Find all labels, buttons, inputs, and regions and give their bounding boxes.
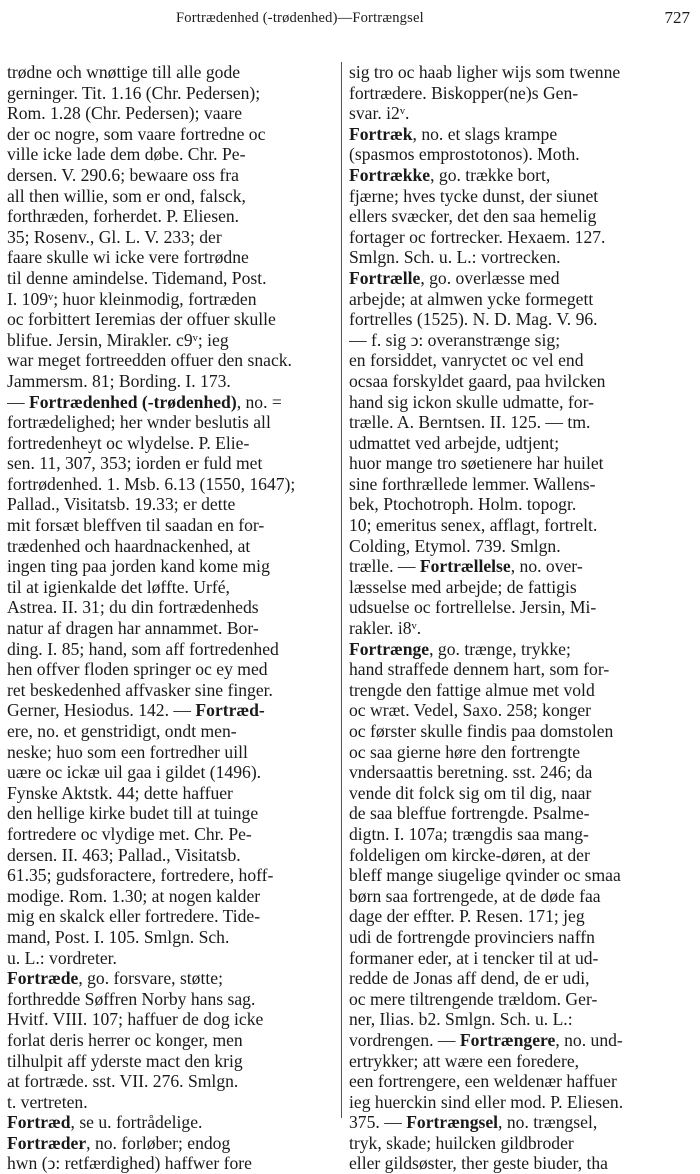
- text-line: Colding, Etymol. 739. Smlgn.: [349, 535, 561, 556]
- text-line: til denne amindelse. Tidemand, Post.: [7, 267, 267, 288]
- headword: Fortræd: [7, 1112, 71, 1133]
- text-line: modige. Rom. 1.30; at nogen kalder: [7, 885, 261, 906]
- text-line: Astrea. II. 31; du din fortrædenheds: [7, 597, 259, 618]
- text-line: gerninger. Tit. 1.16 (Chr. Pedersen);: [7, 82, 261, 103]
- text-line: Fortræk, no. et slags krampe: [349, 123, 558, 144]
- text-line: 35; Rosenv., Gl. L. V. 233; der: [7, 226, 222, 247]
- text-line: tilhulpit aff yderste mact den krig: [7, 1050, 243, 1071]
- text-line: mig en skalck eller fortredere. Tide-: [7, 906, 261, 927]
- text-line: 375. — Fortrængsel, no. trængsel,: [349, 1112, 598, 1133]
- text-line: fortredenheyt oc wlydelse. P. Elie-: [7, 432, 250, 453]
- text-line: Hvitf. VIII. 107; haffuer de dog icke: [7, 1009, 264, 1030]
- text-line: Fortræder, no. forløber; endog: [7, 1132, 231, 1153]
- text-line: fortrædelighed; her wnder beslutis all: [7, 412, 271, 433]
- text-line: sine forthrællede lemmer. Wallens-: [349, 473, 596, 494]
- text-line: læsselse med arbejde; de fattigis: [349, 576, 577, 597]
- headword: Fortrænge: [349, 638, 430, 659]
- text-line: formaner eder, at i tencker til at ud-: [349, 947, 599, 968]
- text-line: mit forsæt bleffven til saadan en for-: [7, 515, 265, 536]
- text-line: Fortrænge, go. trænge, trykke;: [349, 638, 571, 659]
- text-line: udi de fortrengde provinciers naffn: [349, 926, 595, 947]
- headword: Fortræder: [7, 1132, 87, 1153]
- text-line: Fortrække, go. trække bort,: [349, 164, 551, 185]
- text-line: all then willie, som er ond, falsck,: [7, 185, 246, 206]
- text-line: ocsaa forskyldet gaard, paa hvilcken: [349, 370, 606, 391]
- text-line: bek, Ptochotroph. Holm. topogr.: [349, 494, 577, 515]
- text-line: eller gildsøster, ther geste biuder, tha: [349, 1153, 608, 1174]
- headword: Fortrække: [349, 164, 431, 185]
- text-line: Smlgn. Sch. u. L.: vortrecken.: [349, 247, 561, 268]
- text-line: trædenhed och haardnackenhed, at: [7, 535, 251, 556]
- text-line: Pallad., Visitatsb. 19.33; er dette: [7, 494, 236, 515]
- text-line: forthræden, forherdet. P. Eliesen.: [7, 206, 240, 227]
- text-line: war meget fortreedden offuer den snack.: [7, 350, 292, 371]
- text-line: — f. sig ↄ: overanstrænge sig;: [349, 329, 561, 350]
- text-line: ieg huerckin sind eller mod. P. Eliesen.: [349, 1091, 624, 1112]
- text-line: fortrelles (1525). N. D. Mag. V. 96.: [349, 309, 598, 330]
- text-line: ertrykker; att wære een foredere,: [349, 1050, 580, 1071]
- text-line: — Fortrædenhed (-trødenhed), no. =: [7, 391, 282, 412]
- text-line: tryk, skade; huilcken gildbroder: [349, 1132, 574, 1153]
- text-line: hwn (ↄ: retfærdighed) haffwer fore: [7, 1153, 252, 1174]
- text-line: faare skulle wi icke vere fortrødne: [7, 247, 249, 268]
- text-line: vordrengen. — Fortrængere, no. und-: [349, 1029, 623, 1050]
- text-line: bleff mange siugelige qvinder oc smaa: [349, 865, 621, 886]
- text-line: oc wræt. Vedel, Saxo. 258; konger: [349, 700, 592, 721]
- text-line: foldeligen om kircke-døren, at der: [349, 844, 590, 865]
- text-line: at fortræde. sst. VII. 276. Smlgn.: [7, 1071, 239, 1092]
- text-line: redde de Jonas aff dend, de er udi,: [349, 968, 590, 989]
- text-line: til at igienkalde det løffte. Urfé,: [7, 576, 230, 597]
- text-line: oc forbittert Ieremias der offuer skulle: [7, 309, 276, 330]
- text-line: fortager oc fortrecker. Hexaem. 127.: [349, 226, 606, 247]
- text-line: t. vertreten.: [7, 1091, 88, 1112]
- column-divider: [341, 62, 342, 1118]
- text-line: ingen ting paa jorden kand kome mig: [7, 556, 270, 577]
- right-column: [349, 62, 694, 1174]
- text-line: vndersaattis beretning. sst. 246; da: [349, 762, 593, 783]
- text-line: 61.35; gudsforactere, fortredere, hoff-: [7, 865, 274, 886]
- text-line: oc førster skulle findis paa domstolen: [349, 721, 614, 741]
- text-line: fortrødenhed. 1. Msb. 6.13 (1550, 1647);: [7, 473, 296, 494]
- text-line: Rom. 1.28 (Chr. Pedersen); vaare: [7, 103, 243, 124]
- text-line: udmattet ved arbejde, udtjent;: [349, 432, 560, 453]
- text-line: ellers svæcker, det den saa hemelig: [349, 206, 597, 227]
- text-line: sig tro oc haab ligher wijs som twenne: [349, 62, 621, 82]
- headword: Fortræd-: [195, 700, 265, 721]
- text-line: der oc nogre, som vaare fortredne oc: [7, 123, 266, 144]
- text-line: mand, Post. I. 105. Smlgn. Sch.: [7, 926, 230, 947]
- text-line: de saa bleffue fortrengde. Psalme-: [349, 803, 590, 824]
- text-line: ville icke lade dem døbe. Chr. Pe-: [7, 144, 246, 165]
- headword: Fortrængsel: [406, 1112, 499, 1133]
- left-column: [7, 62, 335, 1174]
- text-line: trælle. — Fortrællelse, no. over-: [349, 556, 583, 577]
- text-line: fortredere oc vlydige met. Chr. Pe-: [7, 823, 252, 844]
- headword: Fortræk: [349, 123, 413, 144]
- text-line: ding. I. 85; hand, som aff fortredenhed: [7, 638, 279, 659]
- headword: Fortrælle: [349, 267, 421, 288]
- text-line: arbejde; at almwen ycke formegett: [349, 288, 594, 309]
- running-head: Fortrædenhed (-trødenhed)—Fortrængsel: [176, 10, 424, 26]
- text-line: ner, Ilias. b2. Smlgn. Sch. u. L.:: [349, 1009, 573, 1030]
- headword: Fortrædenhed (-trødenhed): [29, 391, 237, 412]
- text-line: fortrædere. Biskopper(ne)s Gen-: [349, 82, 579, 103]
- text-line: Fortrælle, go. overlæsse med: [349, 267, 560, 288]
- text-line: forlat deris herrer oc konger, men: [7, 1029, 243, 1050]
- text-line: (spasmos emprostotonos). Moth.: [349, 144, 580, 165]
- text-line: huor mange tro søetienere har huilet: [349, 453, 604, 474]
- text-line: neske; huo som een fortredher uill: [7, 741, 248, 762]
- text-line: hand sig ickon skulle udmatte, for-: [349, 391, 594, 412]
- text-line: Jammersm. 81; Bording. I. 173.: [7, 370, 231, 391]
- text-line: een fortrengere, een weldenær haffuer: [349, 1071, 617, 1092]
- text-line: ere, no. et genstridigt, ondt men-: [7, 721, 237, 741]
- text-line: u. L.: vordreter.: [7, 947, 117, 968]
- text-line: I. 109ᵛ; huor kleinmodig, fortræden: [7, 288, 257, 309]
- text-line: fjærne; hves tycke dunst, der siunet: [349, 185, 599, 206]
- page-number: 727: [664, 8, 690, 27]
- text-line: Fortræd, se u. fortrådelige.: [7, 1112, 203, 1133]
- text-line: blifue. Jersin, Mirakler. c9ᵛ; ieg: [7, 329, 229, 350]
- text-line: trælle. A. Berntsen. II. 125. — tm.: [349, 412, 591, 433]
- text-line: vende dit folck sig om til dig, naar: [349, 782, 592, 803]
- text-line: dersen. V. 290.6; bewaare oss fra: [7, 164, 239, 185]
- text-line: børn saa fortrengede, at de døde faa: [349, 885, 601, 906]
- text-line: digtn. I. 107a; trængdis saa mang-: [349, 823, 589, 844]
- headword: Fortrællelse: [419, 556, 511, 577]
- text-line: sen. 11, 307, 353; iorden er fuld met: [7, 453, 263, 474]
- text-line: rakler. i8ᵛ.: [349, 618, 422, 639]
- text-line: ret beskedenhed affvasker sine finger.: [7, 679, 273, 700]
- text-line: forthredde Søffren Norby hans sag.: [7, 988, 256, 1009]
- text-line: dersen. II. 463; Pallad., Visitatsb.: [7, 844, 241, 865]
- text-line: Fynske Aktstk. 44; dette haffuer: [7, 782, 233, 803]
- text-line: Fortræde, go. forsvare, støtte;: [7, 968, 223, 989]
- text-line: uære oc ickæ uil gaa i gildet (1496).: [7, 762, 262, 783]
- text-line: svar. i2ᵛ.: [349, 103, 410, 124]
- page-header: [0, 6, 700, 30]
- text-line: dage der effter. P. Resen. 171; jeg: [349, 906, 585, 927]
- text-line: trødne och wnøttige till alle gode: [7, 62, 241, 82]
- text-line: hand straffede dennem hart, som for-: [349, 659, 610, 680]
- text-line: oc saa gierne høre den fortrengte: [349, 741, 581, 762]
- text-line: natur af dragen har annammet. Bor-: [7, 618, 259, 639]
- text-line: trengde den fattige almue met vold: [349, 679, 595, 700]
- text-line: udsuelse oc fortrellelse. Jersin, Mi-: [349, 597, 597, 618]
- text-line: den hellige kirke budet till at tuinge: [7, 803, 259, 824]
- text-line: Gerner, Hesiodus. 142. — Fortræd-: [7, 700, 265, 721]
- text-line: hen offver floden springer oc ey med: [7, 659, 268, 680]
- headword: Fortrængere: [459, 1029, 556, 1050]
- text-line: oc mere tiltrengende trældom. Ger-: [349, 988, 598, 1009]
- text-line: 10; emeritus senex, afflagt, fortrelt.: [349, 515, 598, 536]
- headword: Fortræde: [7, 968, 79, 989]
- text-line: en forsiddet, vanryctet oc vel end: [349, 350, 584, 371]
